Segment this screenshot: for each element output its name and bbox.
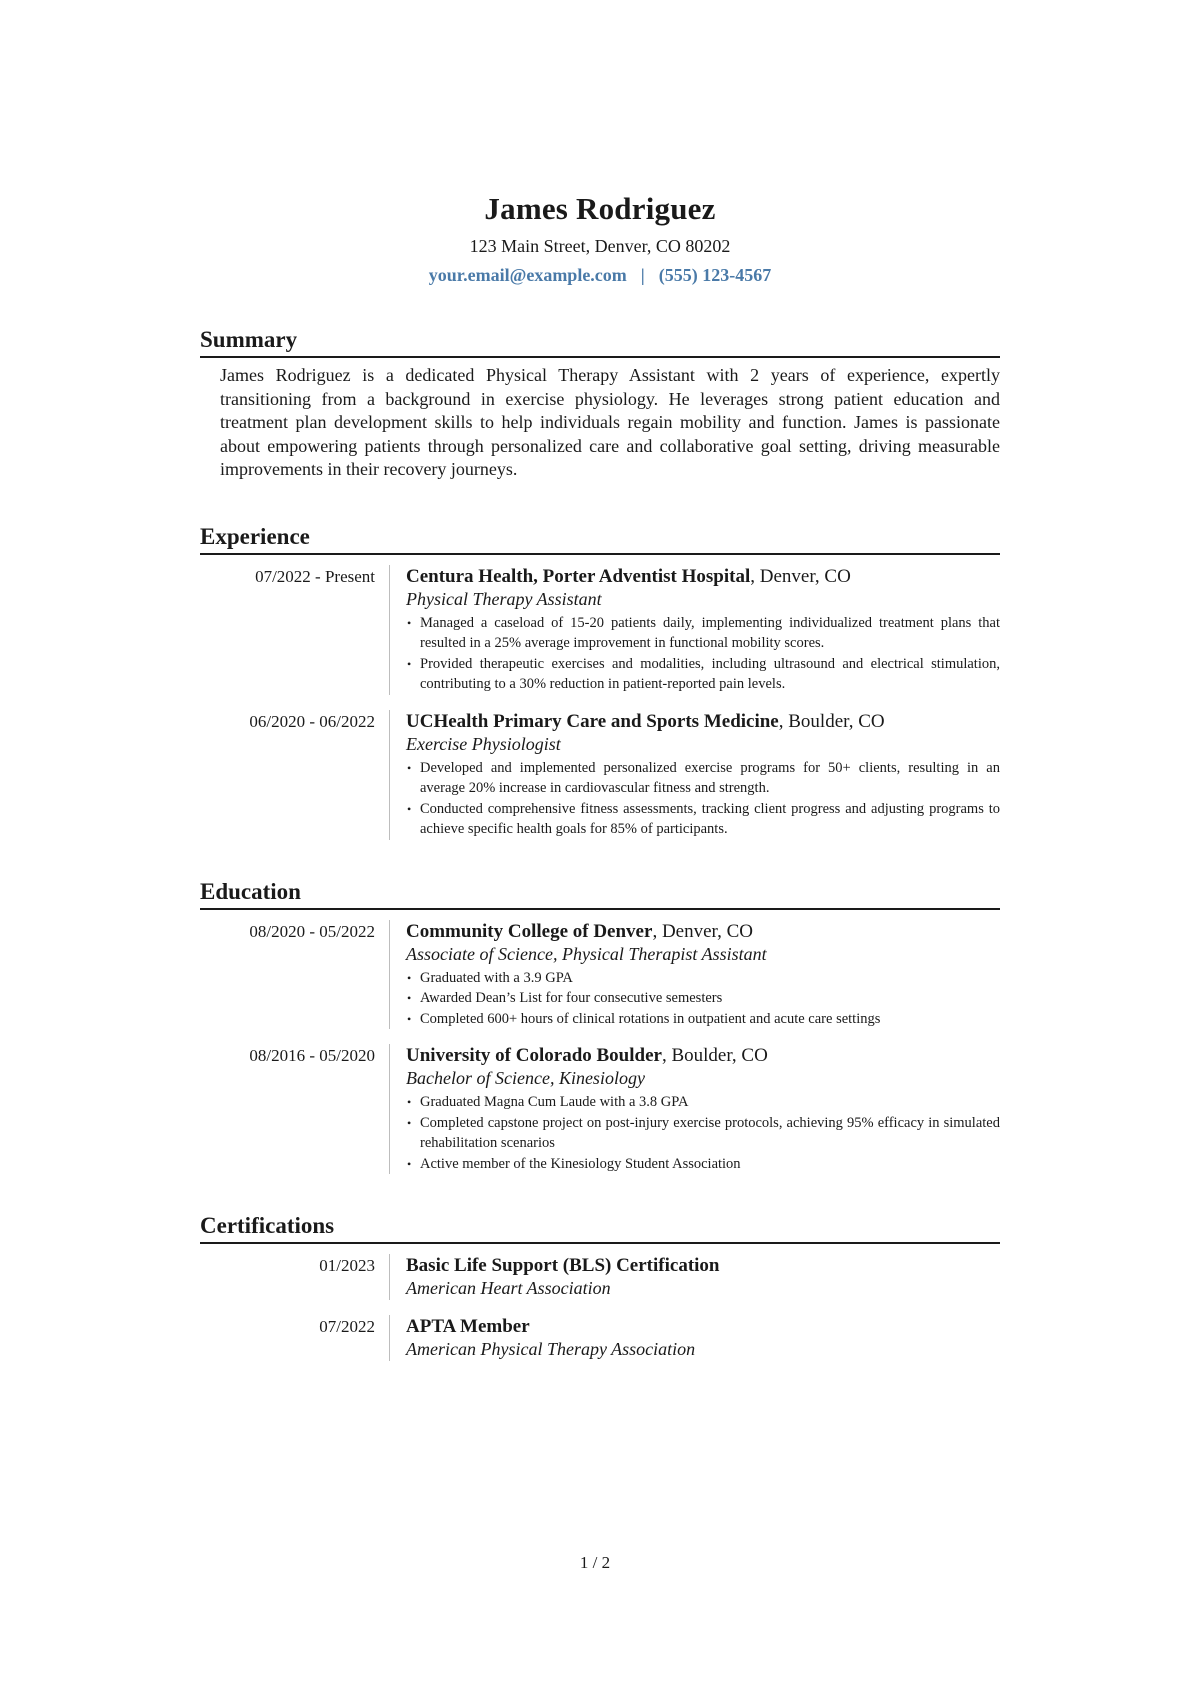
employer-location: , Denver, CO bbox=[750, 565, 851, 587]
school-name: University of Colorado Boulder bbox=[406, 1045, 662, 1066]
entry-body bbox=[389, 1315, 1000, 1361]
entry-date: 08/2020 - 05/2022 bbox=[249, 921, 375, 941]
bullet-item: • Graduated with a 3.9 GPA bbox=[406, 968, 1000, 989]
school-location: , Denver, CO bbox=[652, 920, 753, 942]
entry-date: 06/2020 - 06/2022 bbox=[249, 711, 375, 731]
entry-date: 01/2023 bbox=[319, 1256, 375, 1275]
education-entry bbox=[200, 1044, 1000, 1174]
section-title-education: Education bbox=[200, 878, 1000, 910]
certification-entry bbox=[200, 1315, 1000, 1361]
page-number: 1 / 2 bbox=[579, 1553, 611, 1572]
experience-section bbox=[200, 523, 1000, 840]
email-link[interactable]: your.email@example.com bbox=[428, 265, 627, 285]
entry-date: 08/2016 - 05/2020 bbox=[249, 1046, 375, 1065]
bullet-item: • Awarded Dean’s List for four consecutive semesters bbox=[406, 988, 1000, 1009]
address: 123 Main Street, Denver, CO 80202 bbox=[469, 236, 731, 256]
section-title-experience: Experience bbox=[200, 523, 1000, 555]
job-title: Exercise Physiologist bbox=[406, 733, 561, 754]
bullet-item: • Active member of the Kinesiology Student Association bbox=[406, 1154, 1000, 1175]
experience-entry bbox=[200, 565, 1000, 695]
entry-date: 07/2022 - Present bbox=[255, 566, 375, 586]
degree: Bachelor of Science, Kinesiology bbox=[406, 1068, 645, 1088]
bullet-item: • Managed a caseload of 15-20 patients daily, implementing individualized treatment plans that resulted in a 25% average improvement in functional mobility scores. bbox=[406, 613, 1000, 654]
bullet-list bbox=[406, 1092, 1000, 1174]
bullet-item: • Provided therapeutic exercises and modalities, including ultrasound and electrical stimulation, contributing to a 30% reduction in patient-reported pain levels. bbox=[406, 654, 1000, 695]
entry-heading bbox=[406, 565, 1000, 588]
entry-body bbox=[389, 565, 1000, 695]
section-title-summary: Summary bbox=[200, 326, 1000, 358]
entry-heading bbox=[406, 710, 1000, 733]
candidate-name: James Rodriguez bbox=[484, 191, 716, 226]
summary-section bbox=[200, 326, 1000, 482]
bullet-list bbox=[406, 758, 1000, 840]
entry-heading bbox=[406, 920, 1000, 943]
bullet-list bbox=[406, 613, 1000, 695]
employer-name: UCHealth Primary Care and Sports Medicine bbox=[406, 710, 779, 732]
certifications-section bbox=[200, 1212, 1000, 1361]
certification-name bbox=[406, 1254, 1000, 1277]
bullet-item: • Completed 600+ hours of clinical rotations in outpatient and acute care settings bbox=[406, 1009, 1000, 1030]
education-section bbox=[200, 878, 1000, 1175]
bullet-item: • Conducted comprehensive fitness assessments, tracking client progress and adjusting programs to achieve specific health goals for 85% of participants. bbox=[406, 799, 1000, 840]
employer-name: Centura Health, Porter Adventist Hospital bbox=[406, 565, 751, 587]
school-name: Community College of Denver bbox=[406, 920, 653, 942]
summary-text: James Rodriguez is a dedicated Physical Therapy Assistant with 2 years of experience, expertly transitioning from a background in exercise physiology. He leverages strong patient education and treatment plan development skills to help individuals regain mobility and function. James is passionate about empowering patients through personalized care and collaborative goal setting, driving measurable improvements in their recovery journeys. bbox=[220, 365, 1000, 479]
certification-entry bbox=[200, 1254, 1000, 1300]
education-entry bbox=[200, 920, 1000, 1030]
phone-link[interactable]: (555) 123-4567 bbox=[658, 265, 772, 285]
experience-entry bbox=[200, 710, 1000, 840]
certification-title: APTA Member bbox=[406, 1316, 530, 1337]
section-title-certifications: Certifications bbox=[200, 1212, 1000, 1244]
certification-name bbox=[406, 1315, 1000, 1338]
entry-body bbox=[389, 920, 1000, 1030]
entry-date: 07/2022 bbox=[319, 1317, 375, 1336]
resume-header bbox=[200, 190, 1000, 286]
certification-title: Basic Life Support (BLS) Certification bbox=[406, 1255, 720, 1276]
bullet-item: • Developed and implemented personalized exercise programs for 50+ clients, resulting in an average 20% increase in cardiovascular fitness and strength. bbox=[406, 758, 1000, 799]
contact-separator: | bbox=[640, 265, 645, 285]
contact-line bbox=[200, 264, 1000, 286]
certification-issuer: American Physical Therapy Association bbox=[406, 1339, 696, 1359]
bullet-item: • Completed capstone project on post-injury exercise protocols, achieving 95% efficacy in simulated rehabilitation scenarios bbox=[406, 1113, 1000, 1154]
employer-location: , Boulder, CO bbox=[778, 710, 885, 732]
job-title: Physical Therapy Assistant bbox=[406, 588, 602, 609]
resume-page bbox=[200, 190, 1000, 1361]
entry-body bbox=[389, 1044, 1000, 1174]
school-location: , Boulder, CO bbox=[661, 1045, 768, 1066]
bullet-item: • Graduated Magna Cum Laude with a 3.8 GPA bbox=[406, 1092, 1000, 1113]
degree: Associate of Science, Physical Therapist Assistant bbox=[406, 943, 767, 964]
entry-body bbox=[389, 710, 1000, 840]
bullet-list bbox=[406, 968, 1000, 1030]
entry-body bbox=[389, 1254, 1000, 1300]
entry-heading bbox=[406, 1044, 1000, 1067]
certification-issuer: American Heart Association bbox=[406, 1278, 611, 1298]
